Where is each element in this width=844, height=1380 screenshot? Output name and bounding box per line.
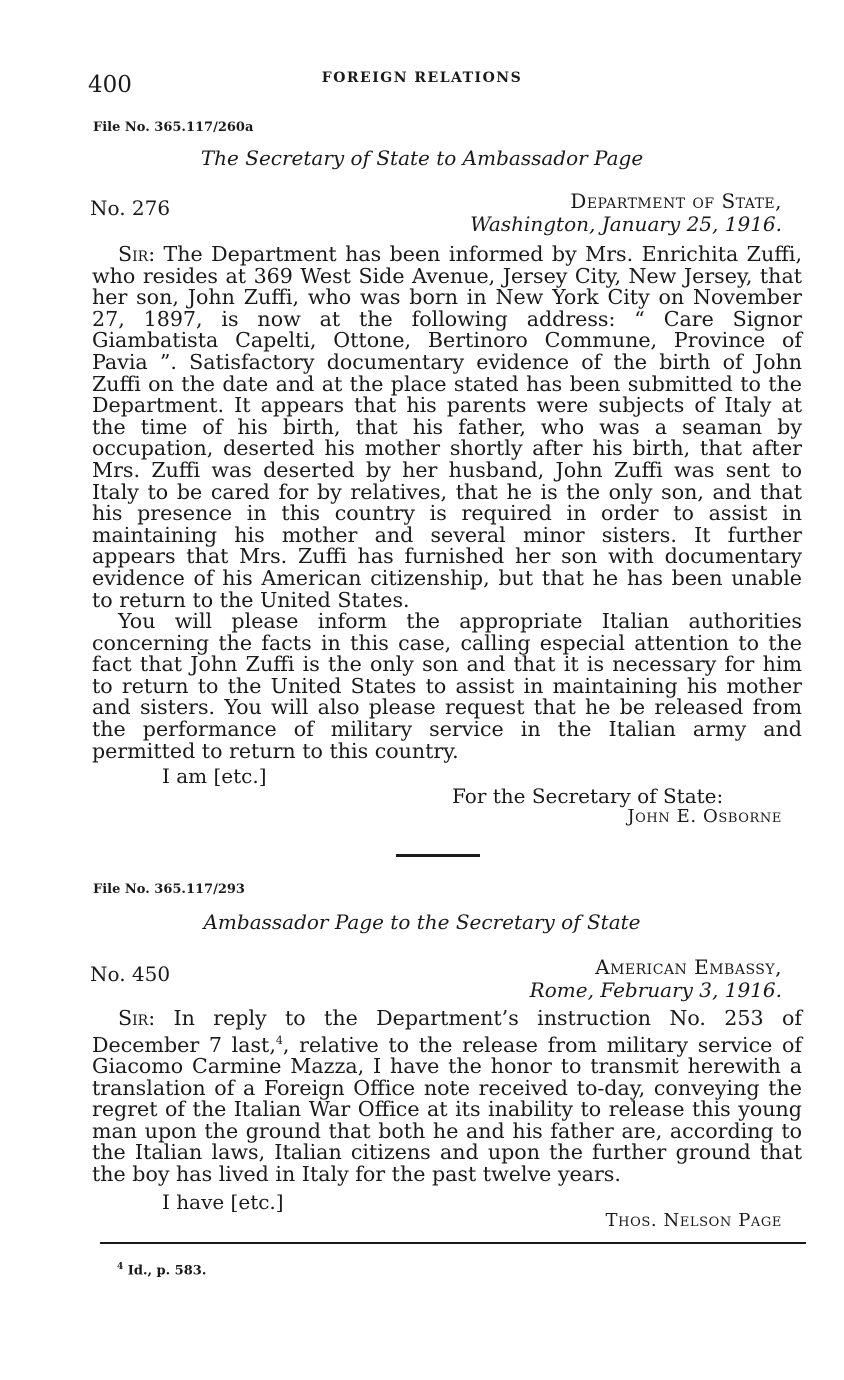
document-number-2: No. 450 (90, 962, 171, 986)
paragraph-3 (92, 1008, 802, 1186)
closing-1: I am [etc.] (162, 764, 267, 788)
salutation-2: Sir (118, 1006, 149, 1030)
document-heading-2: Ambassador Page to the Secretary of State (203, 910, 641, 934)
dateline-org-1: Department of State, (570, 189, 782, 213)
section-divider (396, 854, 480, 857)
footnote-reference: 4 (275, 1033, 283, 1047)
file-number-1: File No. 365.117/260a (93, 120, 254, 135)
running-head: FOREIGN RELATIONS (321, 70, 523, 86)
dateline-org-2: American Embassy, (595, 955, 782, 979)
file-number-2: File No. 365.117/293 (93, 882, 245, 897)
signer-1: John E. Osborne (627, 806, 782, 827)
document-number-1: No. 276 (90, 196, 171, 220)
document-heading-1: The Secretary of State to Ambassador Page (200, 146, 644, 170)
letter-body-1 (92, 244, 802, 762)
closing-2: I have [etc.] (162, 1190, 284, 1214)
paragraph-1-text: : The Department has been informed by Mrs. Enrichita Zuffi, who resides at 369 West Side Avenue, Jersey City, New Jersey, that her son, John Zuffi, who was born in New York City on November 27, 1897, is now at the following address: “ Care Signor Giambatista Capelti, Ottone, Bertinoro Commune, Province of Pavia ”. Satisfactory documentary evidence of the birth of John Zuffi on the date and at the place stated has been submitted to the Department. It appears that his parents were subjects of Italy at the time of his birth, that his father, who was a seaman by occupation, deserted his mother shortly after his birth, that after Mrs. Zuffi was deserted by her husband, John Zuffi was sent to Italy to be cared for by relatives, that he is the only son, and that his presence in this country is required in order to assist in maintaining his mother and several minor sisters. It further appears that Mrs. Zuffi has furnished her son with documentary evidence of his American citizenship, but that he has been unable to return to the United States. (92, 242, 802, 612)
dateline-1 (470, 190, 782, 236)
footnote (117, 1262, 206, 1278)
dateline-place-2: Rome, February 3, 1916. (529, 978, 782, 1002)
paragraph-3-text-a: : In reply to the Department’s instruction No. 253 of December 7 last, (92, 1006, 802, 1057)
footnote-marker: 4 (117, 1262, 124, 1272)
page-number: 400 (88, 72, 132, 98)
footnote-rule (100, 1242, 806, 1244)
dateline-2 (530, 956, 782, 1002)
salutation-1: Sir (118, 242, 149, 266)
letter-body-2 (92, 1008, 802, 1186)
dateline-place-1: Washington, January 25, 1916. (470, 212, 782, 236)
footnote-text: Id., p. 583. (127, 1263, 207, 1279)
paragraph-3-text-b: , relative to the release from military service of Giacomo Carmine Mazza, I have the honor to transmit herewith a translation of a Foreign Office note received to-day, conveying the regret of the Italian War Office at its inability to release this young man upon the ground that both he and his father are, according to the Italian laws, Italian citizens and upon the further ground that the boy has lived in Italy for the past twelve years. (92, 1032, 802, 1187)
signature-intro-1: For the Secretary of State: (452, 784, 724, 808)
paragraph-2: You will please inform the appropriate Italian authorities concerning the facts in this case, calling especial attention to the fact that John Zuffi is the only son and that it is necessary for him to return to the United States to assist in maintaining his mother and sisters. You will also please request that he be released from the performance of military service in the Italian army and permitted to return to this country. (92, 609, 802, 763)
paragraph-1 (92, 244, 802, 611)
signer-2: Thos. Nelson Page (605, 1210, 782, 1231)
